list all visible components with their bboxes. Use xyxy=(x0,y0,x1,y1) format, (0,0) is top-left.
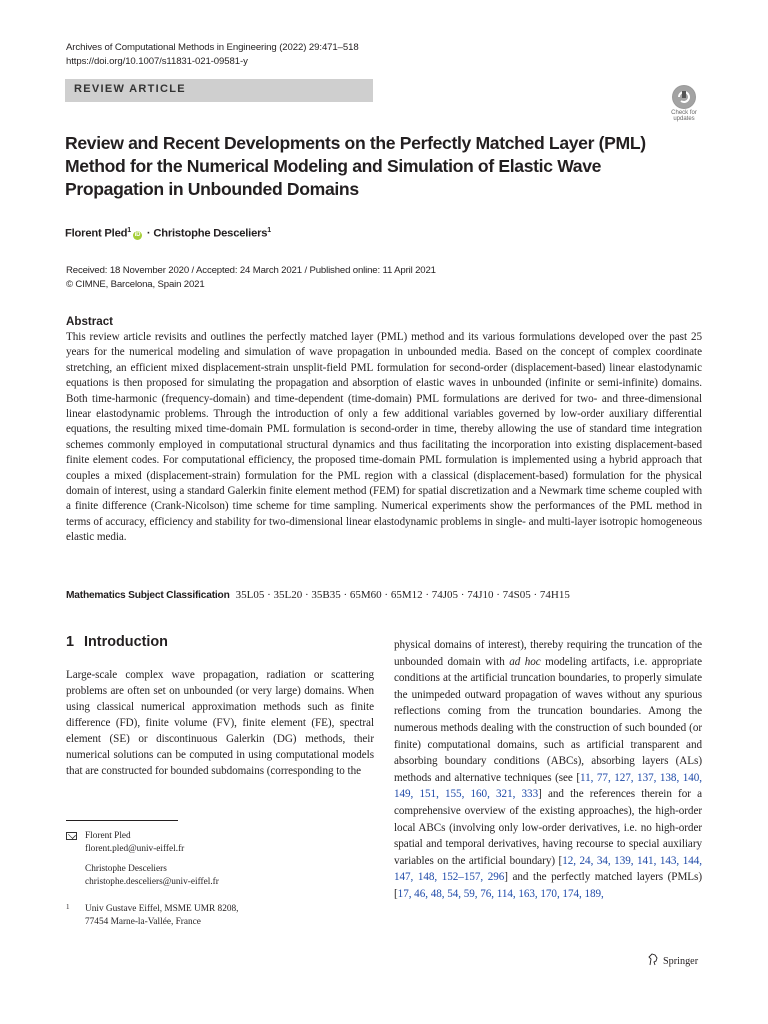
body-text: ] and the references therein for a comprehensive overview of the existing approaches), the high-order local ABCs (involving only low-order derivatives, i.e. no high-order spatial and temporal derivatives, having recourse to special auxiliary variables on the artificial boundary) [ xyxy=(394,788,703,867)
author-name[interactable]: Christophe Desceliers xyxy=(153,227,268,240)
body-text: physical domains of interest), thereby requiring the truncation of the unbounded domain with xyxy=(394,639,702,668)
body-text: modeling artifacts, i.e. appropriate conditions at the artificial truncation boundaries, to properly simulate the unimpeded outward propagation of waves without any spurious reflections coming from the truncation boundaries. Among the numerous methods dealing with the construction of such bounded (or finite) computational domains, such as artificial transparent and absorbing boundary conditions (ABCs), absorbing layers (ALs) methods and alternative techniques (see [ xyxy=(394,655,702,784)
author-separator: · xyxy=(146,227,151,240)
article-type-label: REVIEW ARTICLE xyxy=(74,83,186,95)
body-text: ] and the perfectly matched layers (PMLs) [ xyxy=(394,871,702,900)
orcid-icon[interactable]: iD xyxy=(134,231,141,238)
section-number: 1 xyxy=(66,634,75,650)
msc-classification xyxy=(66,589,570,601)
envelope-icon xyxy=(66,832,77,840)
section-heading xyxy=(66,634,168,650)
intro-paragraph-right xyxy=(394,637,702,903)
author-list xyxy=(65,227,271,240)
email-link[interactable]: christophe.desceliers@univ-eiffel.fr xyxy=(85,877,219,887)
corresponding-author-name: Florent Pled xyxy=(85,831,131,841)
article-type-banner xyxy=(65,79,373,102)
affiliation-line: 77454 Marne-la-Vallée, France xyxy=(85,917,201,927)
springer-horse-icon xyxy=(648,953,659,966)
author-name[interactable]: Florent Pled xyxy=(65,227,128,240)
affiliation-number: 1 xyxy=(66,903,70,911)
email-link[interactable]: florent.pled@univ-eiffel.fr xyxy=(85,844,185,854)
section-title: Introduction xyxy=(84,634,168,650)
publication-dates: Received: 18 November 2020 / Accepted: 24 March 2021 / Published online: 11 April 2021 xyxy=(66,265,436,276)
doi-link[interactable]: https://doi.org/10.1007/s11831-021-09581-y xyxy=(66,56,248,67)
publisher-name: Springer xyxy=(663,956,699,967)
article-title: Review and Recent Developments on the Perfectly Matched Layer (PML) Method for the Numerical Modeling and Simulation of Elastic Wave Propagation in Unbounded Domains xyxy=(65,133,646,199)
abstract-heading: Abstract xyxy=(66,315,114,328)
affiliation-marker: 1 xyxy=(267,227,271,234)
msc-label: Mathematics Subject Classification xyxy=(66,590,230,601)
footnote-divider xyxy=(66,820,178,821)
msc-codes: 35L05 · 35L20 · 35B35 · 65M60 · 65M12 · 74J05 · 74J10 · 74S05 · 74H15 xyxy=(235,589,570,601)
refresh-icon xyxy=(672,85,696,109)
publisher-footer xyxy=(648,951,698,967)
check-for-updates-badge[interactable] xyxy=(666,85,702,125)
check-for-updates-line2: updates xyxy=(673,116,695,122)
journal-citation: Archives of Computational Methods in Engineering (2022) 29:471–518 xyxy=(66,42,359,53)
citation-links[interactable]: 17, 46, 48, 54, 59, 76, 114, 163, 170, 174, 189, xyxy=(397,887,604,900)
corresponding-author-name: Christophe Desceliers xyxy=(85,864,167,874)
abstract-text: This review article revisits and outlines the perfectly matched layer (PML) method and its various formulations developed over the past 25 years for the numerical modeling and simulation of wave propagation in unbounded media. Based on the concept of complex coordinate stretching, an efficient mixed displacement-strain unsplit-field PML formulation for second-order (displacement-based) linear elastodynamic equations is then proposed for simulating the propagation and absorption of elastic waves in unbounded (infinite or semi-infinite) domains. Both time-harmonic (frequency-domain) and time-dependent (time-domain) PML formulations are derived for two- and three-dimensional linear elastodynamic problems. Through the introduction of only a few additional variables governed by low-order auxiliary differential equations, the resulting mixed time-domain PML formulation is second-order in time, thereby allowing the use of standard time integration schemes commonly employed in computational structural dynamics and thus facilitating the incorporation into existing displacement-based finite element codes. For computational efficiency, the proposed time-domain PML formulation is implemented using a hybrid approach that couples a mixed (displacement-strain) formulation for the PML region with a classical (displacement-based) formulation for the physical domain of interest, using a standard Galerkin finite element method (FEM) for spatial discretization and a Newmark time scheme coupled with a finite difference (Crank-Nicolson) time scheme for time sampling. Numerical experiments show the performances of the PML method in terms of accuracy, efficiency and stability for two-dimensional linear elastodynamic problems in single- and multi-layer isotropic homogeneous elastic media. xyxy=(66,331,702,544)
citation-links[interactable]: 11, 77, 127, 137, 138, 140, 149, 151, 155, 160, 321, 333 xyxy=(394,771,703,801)
check-for-updates-line1: Check for xyxy=(671,110,697,116)
citation-links[interactable]: 12, 24, 34, 139, 141, 143, 144, 147, 148, 152–157, 296 xyxy=(394,854,702,884)
affiliation-line: Univ Gustave Eiffel, MSME UMR 8208, xyxy=(85,904,239,914)
italic-term: ad hoc xyxy=(509,655,541,668)
intro-paragraph-left: Large-scale complex wave propagation, radiation or scattering problems are often set on unbounded (or very large) domains. When using classical numerical approximation methods such as finite difference (FD), finite volume (FV), finite element (FE), spectral element (SE) or discontinuous Galerkin (DG) methods, their numerical solutions can be computed in using computational models that are constructed for bounded subdomains (corresponding to the xyxy=(66,669,374,777)
copyright-notice: © CIMNE, Barcelona, Spain 2021 xyxy=(66,279,205,290)
affiliation-marker: 1 xyxy=(127,227,131,234)
